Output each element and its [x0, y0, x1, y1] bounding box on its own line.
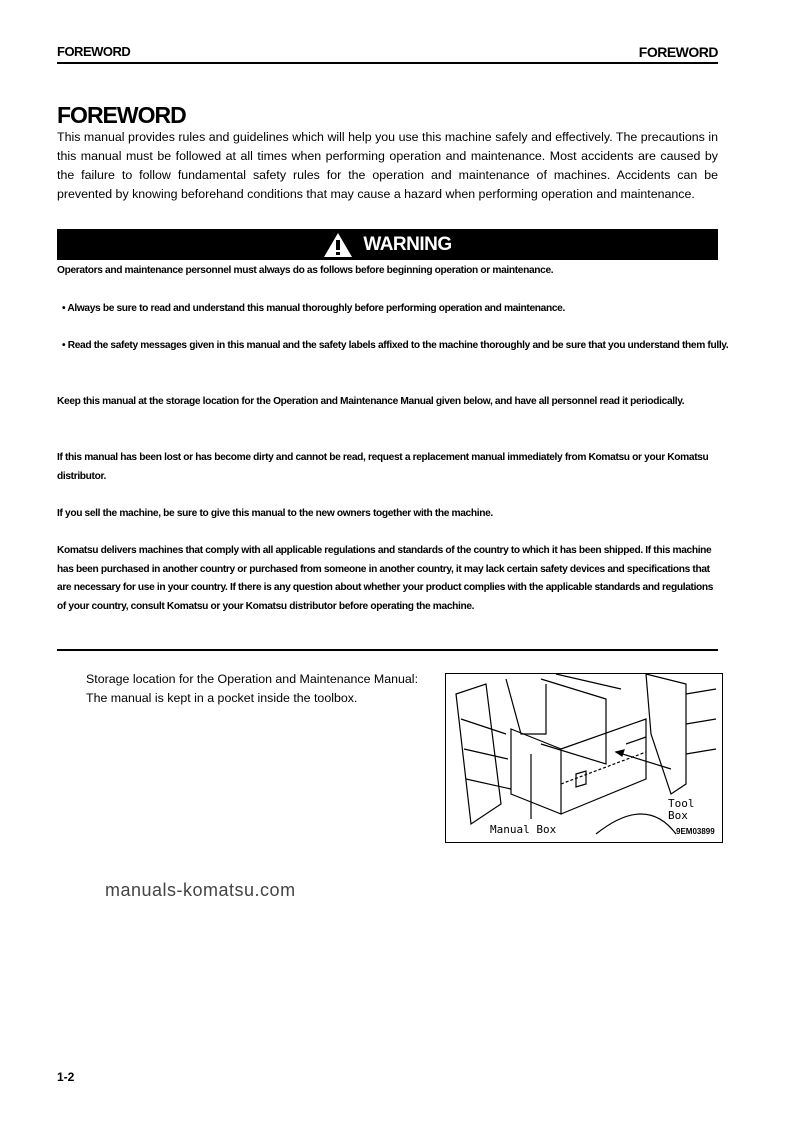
header-right: FOREWORD — [638, 44, 718, 60]
warning-paragraph: If you sell the machine, be sure to give this manual to the new owners together with the machine. — [57, 508, 493, 519]
manual-box-label: Manual Box — [490, 823, 557, 836]
warning-label: WARNING — [363, 233, 452, 255]
storage-line-2: The manual is kept in a pocket inside the toolbox. — [86, 691, 358, 705]
warning-paragraph: Komatsu delivers machines that comply with all applicable regulations and standards of the country to which it has been shipped. If this machine has been purchased in another country or purchased from someone in another country, it may lack certain safety devices and specifications that are necessary for use in your country. If there is any question about whether your product complies with the applicable standards and regulations of your country, consult Komatsu or your Komatsu distributor before operating the machine. — [57, 545, 714, 612]
watermark: manuals-komatsu.com — [105, 880, 296, 900]
tool-box-label-2: Box — [668, 809, 688, 822]
intro-paragraph: This manual provides rules and guidelines which will help you use this machine safely and effectively. The precautions in this manual must be followed at all times when performing operation and maintenance. Most accidents are caused by the failure to follow fundamental safety rules for the operation and maintenance of machines. Accidents can be prevented by knowing beforehand conditions that may cause a hazard when performing operation and maintenance. — [57, 130, 718, 201]
warning-bullet: • Read the safety messages given in this manual and the safety labels affixed to the machine thoroughly and be sure that you understand them fully. — [62, 340, 729, 351]
storage-location — [86, 670, 418, 708]
warning-banner — [57, 229, 718, 260]
page-title: FOREWORD — [57, 102, 186, 128]
header-left: FOREWORD — [57, 44, 131, 59]
warning-triangle-icon — [323, 232, 353, 258]
bullet-text: Always be sure to read and understand this manual thoroughly before performing operation and maintenance. — [67, 303, 565, 314]
warning-lead: Operators and maintenance personnel must always do as follows before beginning operation or maintenance. — [57, 265, 554, 276]
warning-bullet: • Always be sure to read and understand this manual thoroughly before performing operation and maintenance. — [62, 303, 565, 314]
tool-box-label — [668, 798, 695, 822]
section-rule — [57, 649, 718, 651]
storage-line-1: Storage location for the Operation and Maintenance Manual: — [86, 672, 419, 686]
page-number: 1-2 — [57, 1070, 75, 1084]
warning-paragraph: Keep this manual at the storage location for the Operation and Maintenance Manual given below, and have all personnel read it periodically. — [57, 396, 685, 407]
figure-code: 9EM03899 — [676, 827, 715, 836]
bullet-text: Read the safety messages given in this manual and the safety labels affixed to the machine thoroughly and be sure that you understand them fully. — [67, 340, 729, 351]
toolbox-illustration — [445, 673, 723, 843]
tool-box-label-1: Tool — [668, 797, 695, 810]
warning-paragraph: If this manual has been lost or has become dirty and cannot be read, request a replacement manual immediately from Komatsu or your Komatsu distributor. — [57, 452, 709, 482]
header-rule — [57, 62, 718, 64]
